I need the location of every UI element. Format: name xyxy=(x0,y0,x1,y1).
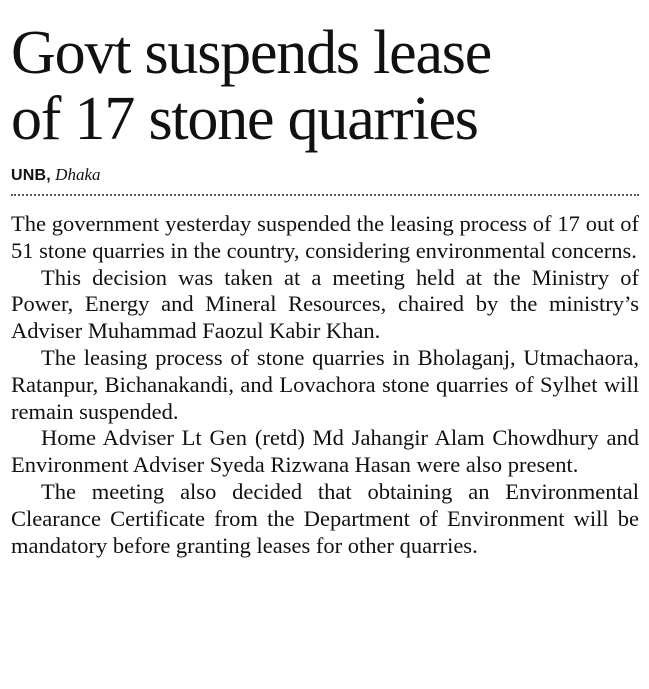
headline-line-2: of 17 stone quarries xyxy=(11,85,478,153)
byline xyxy=(11,164,639,186)
headline-line-1: Govt suspends lease xyxy=(11,19,492,87)
paragraph-2: This decision was taken at a meeting held at the Ministry of Power, Energy and Mineral Resources, chaired by the ministry’s Adviser Muhammad Faozul Kabir Khan. xyxy=(11,264,639,344)
paragraph-1: The government yesterday suspended the leasing process of 17 out of 51 stone quarries in the country, considering environmental concerns. xyxy=(11,211,639,263)
byline-agency: UNB, xyxy=(11,167,51,184)
byline-place: Dhaka xyxy=(55,165,101,184)
article-body xyxy=(11,211,639,559)
paragraph-4: Home Adviser Lt Gen (retd) Md Jahangir Alam Chowdhury and Environment Adviser Syeda Rizwana Hasan were also present. xyxy=(11,425,639,478)
paragraph-3: The leasing process of stone quarries in Bholaganj, Utmachaora, Ratanpur, Bichanakandi, and Lovachora stone quarries of Sylhet will remain suspended. xyxy=(11,344,639,424)
dotted-divider xyxy=(11,194,639,196)
headline xyxy=(11,20,639,152)
paragraph-5: The meeting also decided that obtaining an Environmental Clearance Certificate from the Department of Environment will be mandatory before granting leases for other quarries. xyxy=(11,478,639,558)
